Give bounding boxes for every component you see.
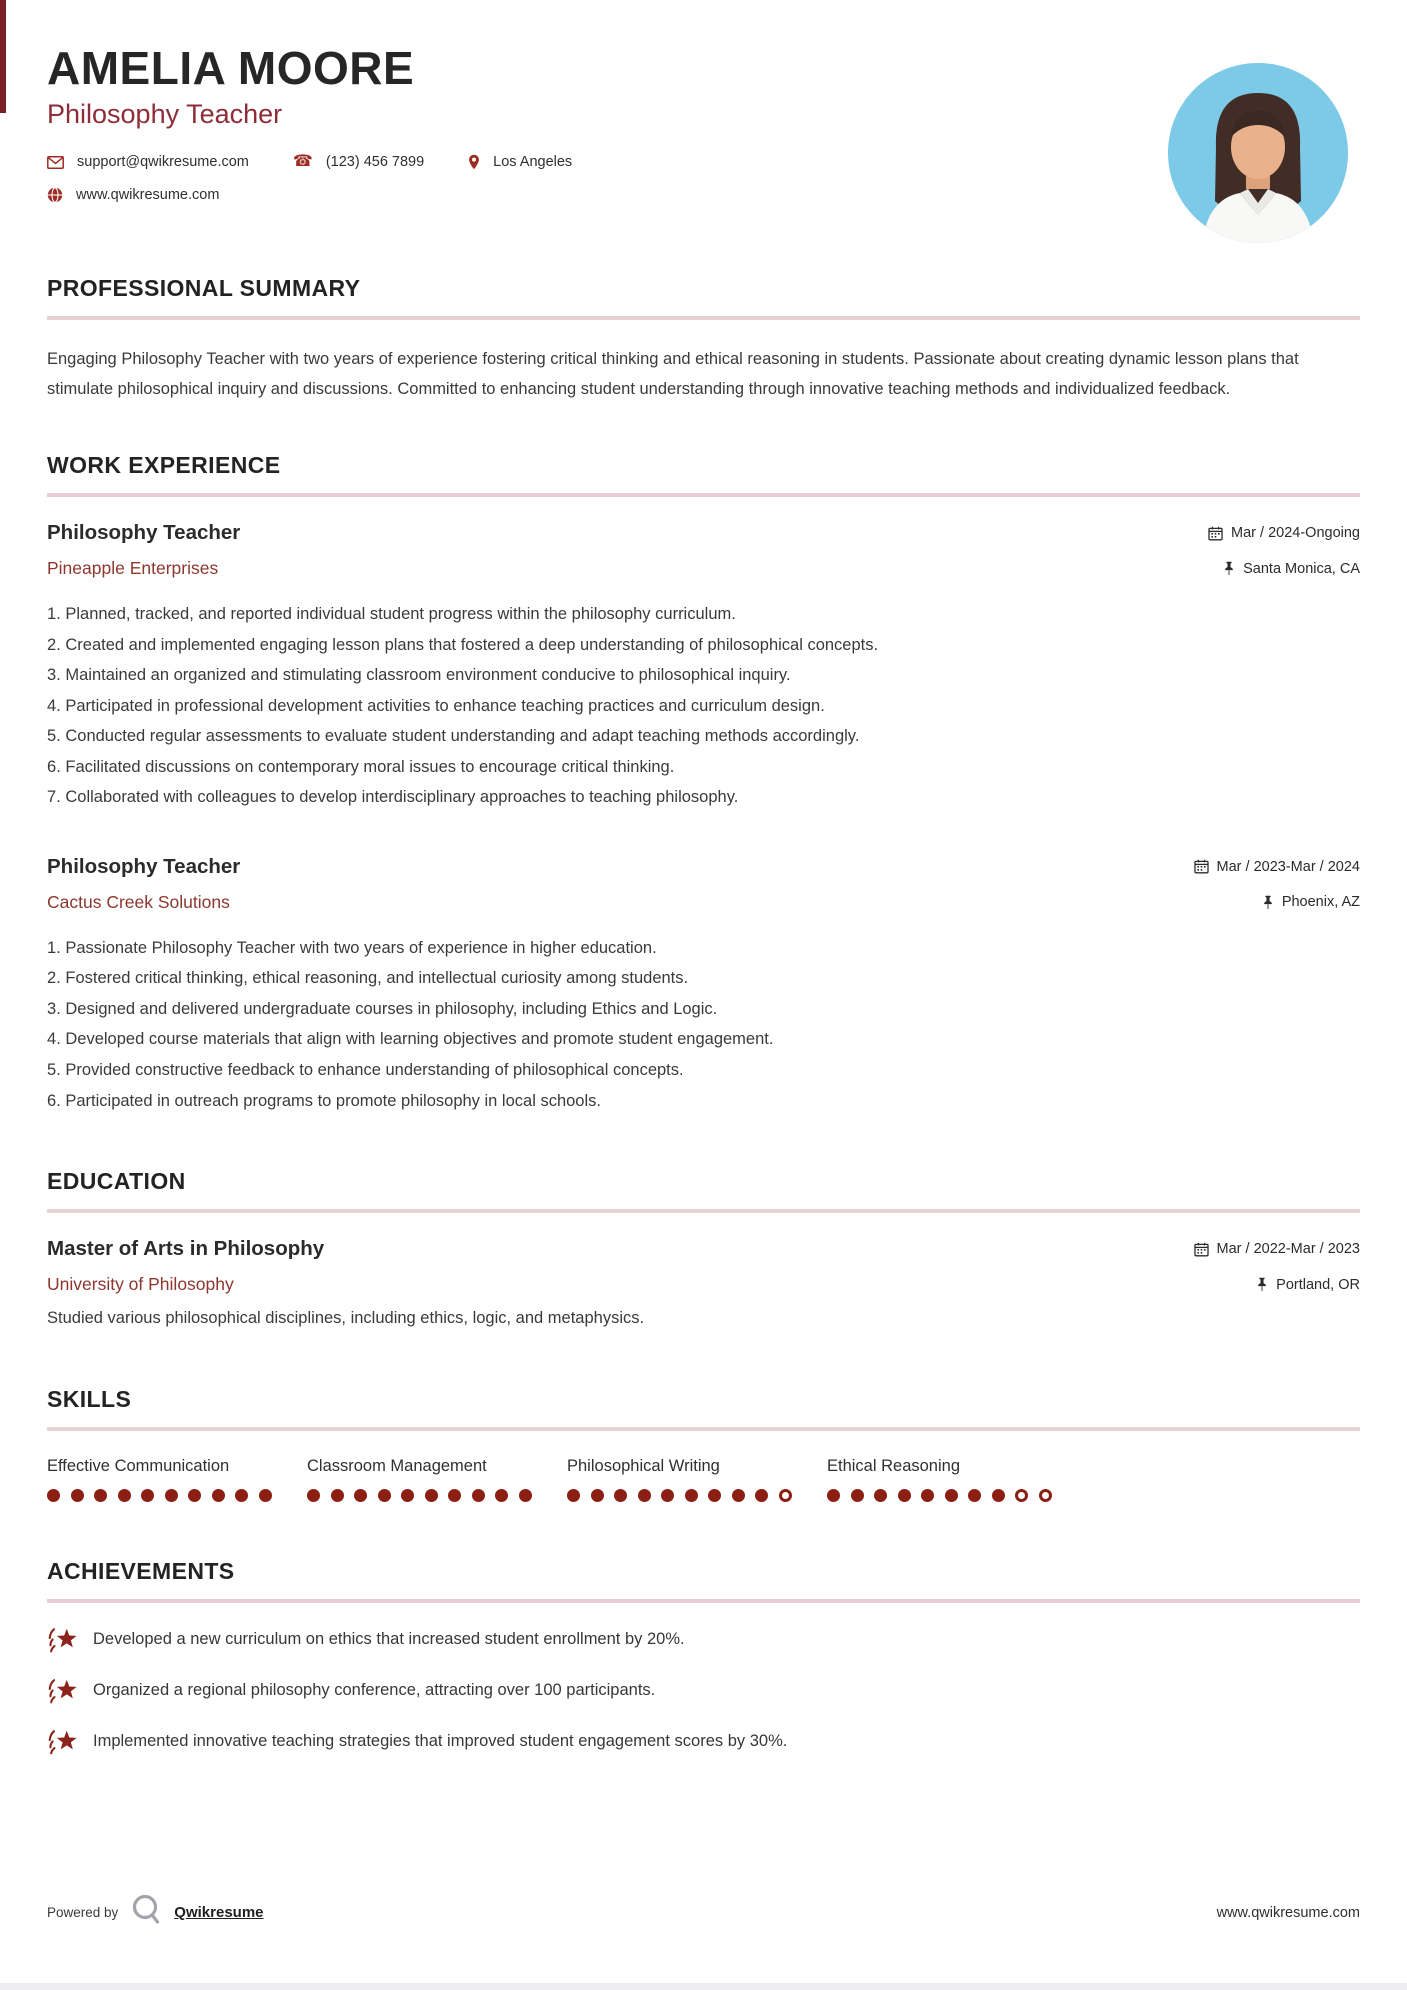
education-description: Studied various philosophical disciplines, including ethics, logic, and metaphysics. bbox=[47, 1309, 645, 1328]
skill-dot-filled bbox=[472, 1489, 485, 1502]
skill-item bbox=[567, 1457, 827, 1502]
section-skills bbox=[47, 1386, 1360, 1502]
footer-website: www.qwikresume.com bbox=[1216, 1904, 1360, 1921]
job-bullet: Maintained an organized and stimulating classroom environment conducive to philosophical inquiry. bbox=[65, 666, 791, 685]
section-divider bbox=[47, 1427, 1360, 1431]
skill-dot-filled bbox=[945, 1489, 958, 1502]
achievement-text: Implemented innovative teaching strategies that improved student engagement scores by 30%. bbox=[93, 1732, 788, 1751]
skill-dot-filled bbox=[259, 1489, 272, 1502]
skills-grid bbox=[47, 1457, 1360, 1502]
contact-website[interactable] bbox=[47, 187, 219, 203]
skill-dot-filled bbox=[732, 1489, 745, 1502]
contact-row-2 bbox=[47, 187, 1360, 203]
skill-dot-filled bbox=[448, 1489, 461, 1502]
job-title: Philosophy Teacher bbox=[47, 521, 241, 545]
pushpin-icon bbox=[1223, 561, 1235, 576]
skill-dot-filled bbox=[212, 1489, 225, 1502]
job-bullet: Created and implemented engaging lesson plans that fostered a deep understanding of philosophical concepts. bbox=[65, 635, 879, 654]
powered-by bbox=[47, 1893, 264, 1932]
achievement-text: Developed a new curriculum on ethics that increased student enrollment by 20%. bbox=[93, 1630, 685, 1649]
achievement-text: Organized a regional philosophy conference, attracting over 100 participants. bbox=[93, 1681, 656, 1700]
job-dates bbox=[1208, 525, 1360, 541]
page-footer bbox=[47, 1893, 1360, 1932]
job-dates-text: Mar / 2024-Ongoing bbox=[1231, 525, 1360, 542]
achievement-item bbox=[47, 1676, 1360, 1705]
person-title: Philosophy Teacher bbox=[47, 99, 283, 130]
skill-dot-filled bbox=[874, 1489, 887, 1502]
skill-dot-filled bbox=[188, 1489, 201, 1502]
achievement-item bbox=[47, 1625, 1360, 1654]
skill-dots bbox=[827, 1489, 1087, 1502]
skill-name: Ethical Reasoning bbox=[827, 1457, 960, 1476]
skill-dot-filled bbox=[755, 1489, 768, 1502]
section-education bbox=[47, 1168, 1360, 1328]
achievement-list bbox=[47, 1625, 1360, 1756]
skills-heading: SKILLS bbox=[47, 1386, 132, 1413]
skill-dot-filled bbox=[378, 1489, 391, 1502]
star-burst-icon bbox=[47, 1625, 78, 1654]
contact-email-text: support@qwikresume.com bbox=[77, 154, 249, 171]
envelope-icon bbox=[47, 156, 64, 169]
job-bullet: Passionate Philosophy Teacher with two years of experience in higher education. bbox=[65, 938, 657, 957]
qwikresume-link[interactable]: Qwikresume bbox=[174, 1904, 264, 1921]
section-professional-summary bbox=[47, 275, 1360, 404]
section-divider bbox=[47, 1209, 1360, 1213]
job-entry bbox=[47, 521, 1360, 813]
contact-website-text: www.qwikresume.com bbox=[76, 187, 220, 204]
summary-text: Engaging Philosophy Teacher with two years of experience fostering critical thinking and ethical reasoning in students. Passionate about creating dynamic lesson plans that stimulate philosophical inquiry and discussions. Committed to enhancing student understanding through innovative teaching methods and individualized feedback. bbox=[47, 350, 1299, 399]
achievements-heading: ACHIEVEMENTS bbox=[47, 1558, 235, 1585]
skill-dot-filled bbox=[71, 1489, 84, 1502]
skill-name: Classroom Management bbox=[307, 1457, 487, 1476]
pushpin-icon bbox=[1256, 1277, 1268, 1292]
section-divider bbox=[47, 493, 1360, 497]
contact-location bbox=[468, 154, 572, 170]
skill-dot-filled bbox=[354, 1489, 367, 1502]
section-divider bbox=[47, 316, 1360, 320]
skill-dots bbox=[307, 1489, 567, 1502]
job-location-text: Phoenix, AZ bbox=[1281, 894, 1360, 911]
skill-dot-filled bbox=[992, 1489, 1005, 1502]
skill-dot-empty bbox=[1015, 1489, 1028, 1502]
education-heading: EDUCATION bbox=[47, 1168, 186, 1195]
star-burst-icon bbox=[47, 1676, 78, 1705]
skill-dot-filled bbox=[331, 1489, 344, 1502]
skill-dot-filled bbox=[685, 1489, 698, 1502]
location-pin-icon bbox=[468, 154, 480, 170]
section-work-experience bbox=[47, 452, 1360, 1116]
job-company: Pineapple Enterprises bbox=[47, 558, 219, 579]
skill-dot-filled bbox=[591, 1489, 604, 1502]
work-heading: WORK EXPERIENCE bbox=[47, 452, 281, 479]
resume-header bbox=[47, 0, 1360, 203]
skill-dot-empty bbox=[779, 1489, 792, 1502]
education-dates-text: Mar / 2022-Mar / 2023 bbox=[1216, 1241, 1360, 1258]
pushpin-icon bbox=[1262, 895, 1274, 910]
skill-dot-filled bbox=[401, 1489, 414, 1502]
job-bullet: Conducted regular assessments to evaluate student understanding and adapt teaching methods accordingly. bbox=[65, 727, 860, 746]
contact-email[interactable] bbox=[47, 154, 249, 170]
skill-dot-filled bbox=[141, 1489, 154, 1502]
job-bullet-list bbox=[47, 933, 1360, 1116]
skill-dot-filled bbox=[851, 1489, 864, 1502]
education-location bbox=[1256, 1277, 1360, 1293]
skill-dot-filled bbox=[661, 1489, 674, 1502]
job-bullet: Collaborated with colleagues to develop interdisciplinary approaches to teaching philosophy. bbox=[65, 788, 739, 807]
skill-dot-filled bbox=[495, 1489, 508, 1502]
job-title: Philosophy Teacher bbox=[47, 854, 241, 878]
job-location-text: Santa Monica, CA bbox=[1243, 560, 1360, 577]
phone-icon: ☎ bbox=[292, 153, 313, 171]
job-bullet: Facilitated discussions on contemporary moral issues to encourage critical thinking. bbox=[65, 757, 675, 776]
contact-phone-text: (123) 456 7899 bbox=[325, 154, 425, 171]
job-bullet: Planned, tracked, and reported individual student progress within the philosophy curriculum. bbox=[65, 605, 736, 624]
star-burst-icon bbox=[47, 1727, 78, 1756]
powered-by-label: Powered by bbox=[47, 1905, 119, 1920]
skill-dot-filled bbox=[638, 1489, 651, 1502]
person-name: AMELIA MOORE bbox=[47, 42, 415, 94]
skill-item bbox=[47, 1457, 307, 1502]
summary-heading: PROFESSIONAL SUMMARY bbox=[47, 275, 361, 302]
achievement-item bbox=[47, 1727, 1360, 1756]
job-bullet: Provided constructive feedback to enhance understanding of philosophical concepts. bbox=[65, 1061, 684, 1079]
skill-dot-filled bbox=[425, 1489, 438, 1502]
page-bottom-strip bbox=[0, 1983, 1407, 1990]
section-divider bbox=[47, 1599, 1360, 1603]
education-dates bbox=[1194, 1241, 1360, 1257]
skill-dot-filled bbox=[827, 1489, 840, 1502]
skill-dot-filled bbox=[921, 1489, 934, 1502]
skill-dot-filled bbox=[708, 1489, 721, 1502]
calendar-icon bbox=[1194, 859, 1209, 874]
qwikresume-q-logo bbox=[130, 1893, 164, 1932]
job-bullet: Participated in outreach programs to promote philosophy in local schools. bbox=[65, 1091, 601, 1110]
job-bullet: Developed course materials that align with learning objectives and promote student engagement. bbox=[65, 1030, 774, 1049]
job-company: Cactus Creek Solutions bbox=[47, 891, 230, 912]
globe-icon bbox=[47, 187, 63, 203]
job-bullet: Designed and delivered undergraduate courses in philosophy, including Ethics and Logic. bbox=[65, 999, 718, 1018]
section-achievements bbox=[47, 1558, 1360, 1756]
skill-item bbox=[827, 1457, 1087, 1502]
contact-row-1 bbox=[47, 154, 1360, 170]
job-dates bbox=[1194, 859, 1360, 875]
skill-dot-filled bbox=[968, 1489, 981, 1502]
skill-dot-filled bbox=[118, 1489, 131, 1502]
degree-title: Master of Arts in Philosophy bbox=[47, 1237, 325, 1261]
education-location-text: Portland, OR bbox=[1276, 1276, 1360, 1293]
job-dates-text: Mar / 2023-Mar / 2024 bbox=[1216, 858, 1360, 875]
avatar bbox=[1168, 63, 1348, 243]
skill-dot-filled bbox=[567, 1489, 580, 1502]
skill-item bbox=[307, 1457, 567, 1502]
contact-location-text: Los Angeles bbox=[493, 154, 573, 171]
job-bullet-list bbox=[47, 599, 1360, 813]
job-entry bbox=[47, 855, 1360, 1116]
skill-dot-filled bbox=[165, 1489, 178, 1502]
contact-phone bbox=[293, 154, 424, 170]
skill-name: Philosophical Writing bbox=[567, 1457, 720, 1476]
education-entry bbox=[47, 1237, 1360, 1328]
profile-photo bbox=[1168, 63, 1348, 243]
skill-dot-filled bbox=[307, 1489, 320, 1502]
skill-dot-filled bbox=[614, 1489, 627, 1502]
job-location bbox=[1223, 561, 1360, 577]
job-location bbox=[1262, 894, 1360, 910]
skill-dot-filled bbox=[898, 1489, 911, 1502]
skill-dot-filled bbox=[47, 1489, 60, 1502]
calendar-icon bbox=[1208, 526, 1223, 541]
school-name: University of Philosophy bbox=[47, 1274, 234, 1295]
job-bullet: Fostered critical thinking, ethical reasoning, and intellectual curiosity among students. bbox=[65, 969, 689, 988]
job-bullet: Participated in professional development activities to enhance teaching practices and curriculum design. bbox=[65, 696, 825, 715]
skill-dot-filled bbox=[235, 1489, 248, 1502]
skill-dot-filled bbox=[519, 1489, 532, 1502]
skill-dots bbox=[47, 1489, 307, 1502]
skill-dot-empty bbox=[1039, 1489, 1052, 1502]
job-list bbox=[47, 521, 1360, 1116]
calendar-icon bbox=[1194, 1242, 1209, 1257]
skill-name: Effective Communication bbox=[47, 1457, 230, 1476]
left-accent-bar bbox=[0, 0, 6, 113]
skill-dots bbox=[567, 1489, 827, 1502]
skill-dot-filled bbox=[94, 1489, 107, 1502]
